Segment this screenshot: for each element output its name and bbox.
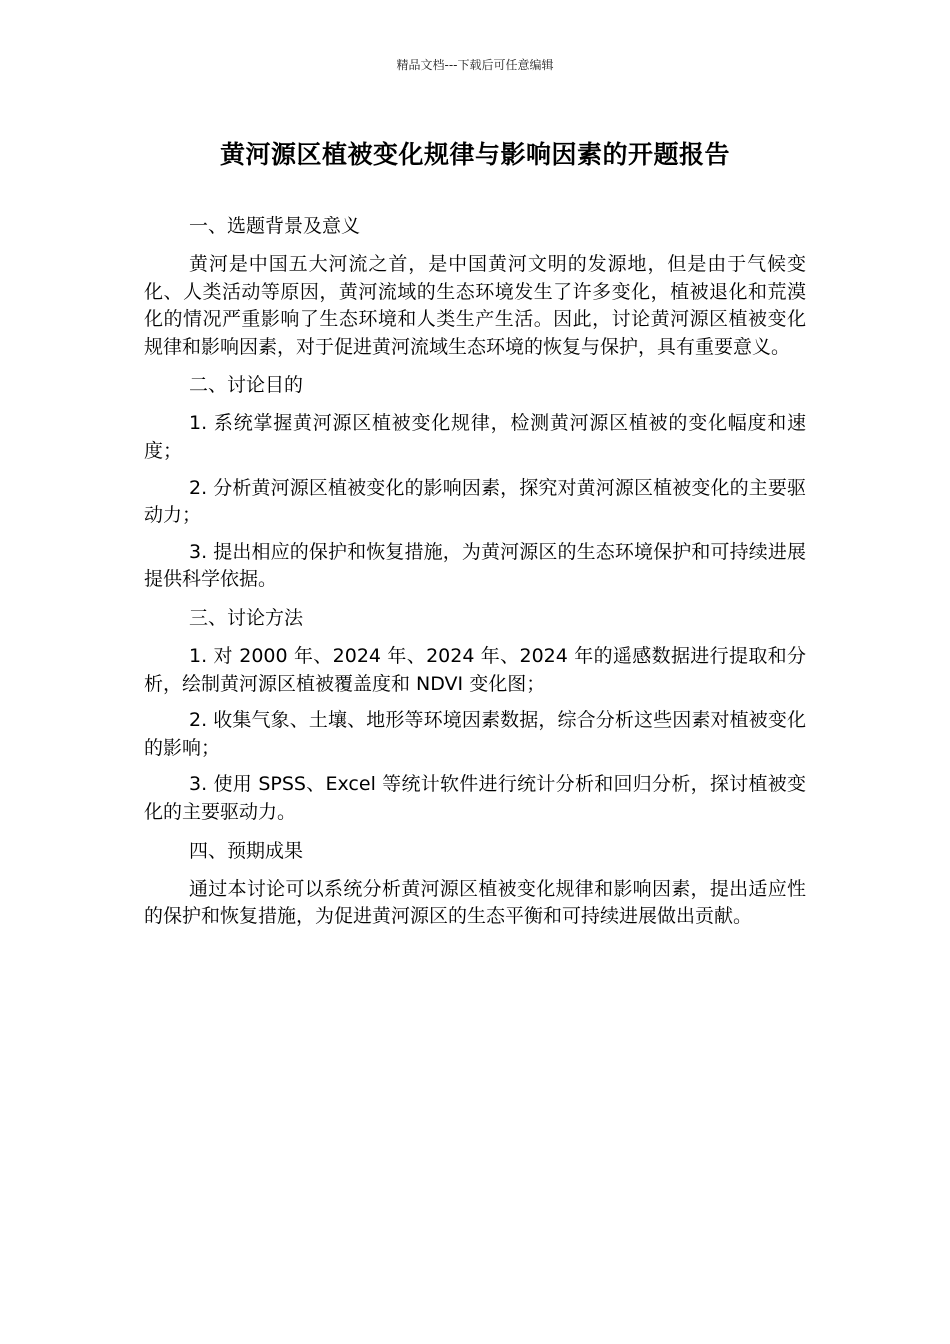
section-heading-outcomes: 四、预期成果 <box>189 839 304 862</box>
page-header: 精品文档---下载后可任意编辑 <box>396 58 554 72</box>
objective-item-1: 1. 系统掌握黄河源区植被变化规律，检测黄河源区植被的变化幅度和速度； <box>144 412 806 462</box>
paragraph-outcomes: 通过本讨论可以系统分析黄河源区植被变化规律和影响因素，提出适应性的保护和恢复措施，为促进黄河源区的生态平衡和可持续进展做出贡献。 <box>144 877 806 928</box>
method-item-1: 1. 对 2000 年、2024 年、2024 年、2024 年的遥感数据进行提取和分析，绘制黄河源区植被覆盖度和 NDVI 变化图； <box>144 644 806 695</box>
objective-item-2: 2. 分析黄河源区植被变化的影响因素，探究对黄河源区植被变化的主要驱动力； <box>144 476 806 527</box>
method-item-2: 2. 收集气象、土壤、地形等环境因素数据，综合分析这些因素对植被变化的影响； <box>144 709 806 759</box>
section-heading-methods: 三、讨论方法 <box>189 606 304 629</box>
section-heading-objectives: 二、讨论目的 <box>189 374 304 397</box>
document-title: 黄河源区植被变化规律与影响因素的开题报告 <box>219 140 730 169</box>
paragraph-background: 黄河是中国五大河流之首，是中国黄河文明的发源地，但是由于气候变化、人类活动等原因，黄河流域的生态环境发生了许多变化，植被退化和荒漠化的情况严重影响了生态环境和人类生产生活。因此，讨论黄河源区植被变化规律和影响因素，对于促进黄河流域生态环境的恢复与保护，具有重要意义。 <box>144 253 806 358</box>
section-heading-background: 一、选题背景及意义 <box>189 215 361 237</box>
objective-item-3: 3. 提出相应的保护和恢复措施，为黄河源区的生态环境保护和可持续进展提供科学依据。 <box>144 540 806 591</box>
document-body <box>144 211 806 940</box>
method-item-3: 3. 使用 SPSS、Excel 等统计软件进行统计分析和回归分析，探讨植被变化的主要驱动力。 <box>144 773 806 823</box>
